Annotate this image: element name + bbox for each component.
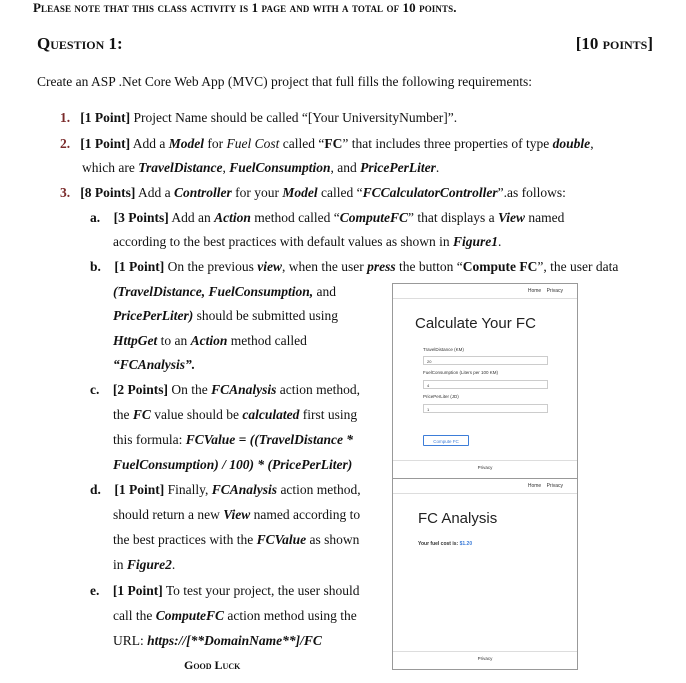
- text: action method using the: [224, 608, 357, 623]
- footer-divider: [393, 651, 577, 652]
- url-text: https://[**DomainName**]/FC: [147, 633, 322, 648]
- fuel-consumption-input[interactable]: 4: [423, 380, 548, 389]
- item-c-line-2: [113, 407, 357, 423]
- text: FC: [132, 407, 151, 422]
- item-number: a.: [90, 210, 101, 225]
- nav-home-link[interactable]: Home: [527, 288, 542, 294]
- text: Add a: [135, 185, 174, 200]
- text: in: [113, 557, 127, 572]
- text: .: [435, 160, 440, 175]
- text: and: [313, 284, 337, 299]
- text: first using: [299, 407, 358, 422]
- figure-1-screenshot: [392, 283, 578, 483]
- item-d-line-3: [113, 532, 359, 548]
- text: action method,: [276, 382, 361, 397]
- text: the button “: [395, 259, 463, 274]
- text: double: [552, 136, 591, 151]
- item-points: [1 Point]: [114, 482, 165, 497]
- text: On the previous: [164, 259, 258, 274]
- page-title: Calculate Your FC: [415, 315, 536, 332]
- text: ,: [222, 160, 230, 175]
- item-e-line-2: [113, 608, 357, 624]
- text: for: [204, 136, 227, 151]
- good-luck: Good Luck: [184, 658, 241, 672]
- text: Add an: [168, 210, 215, 225]
- text: , when the user: [282, 259, 368, 274]
- text: URL:: [113, 633, 148, 648]
- text: press: [367, 259, 396, 274]
- page-title: FC Analysis: [418, 510, 498, 527]
- text: FC: [324, 136, 343, 151]
- nav-privacy-link[interactable]: Privacy: [546, 483, 563, 489]
- text: as shown: [306, 532, 360, 547]
- item-3: [60, 185, 566, 201]
- text: FuelConsumption: [229, 160, 331, 175]
- text: PricePerLiter: [360, 160, 436, 175]
- text: On the: [168, 382, 212, 397]
- text: ComputeFC: [339, 210, 408, 225]
- nav-privacy-link[interactable]: Privacy: [546, 288, 563, 294]
- item-c-line-3: [113, 432, 353, 448]
- text: the: [113, 407, 133, 422]
- text: Figure2: [126, 557, 172, 572]
- figure-2-screenshot: [392, 478, 578, 670]
- item-b-line-5: [113, 357, 195, 373]
- item-c-line-4: [113, 457, 352, 473]
- item-b-line-2: [113, 284, 336, 300]
- text: PricePerLiter): [113, 308, 194, 323]
- text: Finally,: [164, 482, 212, 497]
- footer-divider: [393, 460, 577, 461]
- text: Action: [190, 333, 228, 348]
- text: method called “: [250, 210, 340, 225]
- fuel-cost-value: $1.20: [459, 541, 473, 547]
- text: , and: [330, 160, 361, 175]
- item-number: c.: [90, 382, 100, 397]
- price-per-liter-input[interactable]: 1: [423, 404, 548, 413]
- text: the best practices with the: [113, 532, 257, 547]
- text: “FCAnalysis”.: [113, 357, 196, 372]
- text: Model: [282, 185, 318, 200]
- text: Add a: [130, 136, 169, 151]
- item-points: [2 Points]: [112, 382, 168, 397]
- text: view: [257, 259, 282, 274]
- footer-privacy-link[interactable]: Privacy: [477, 656, 493, 661]
- text: should return a new: [113, 507, 224, 522]
- text: Figure1: [453, 234, 499, 249]
- text: which are: [82, 160, 139, 175]
- text: Model: [168, 136, 204, 151]
- text: Action: [214, 210, 251, 225]
- fuel-consumption-label: FuelConsumption (Liters per 100 KM): [423, 370, 499, 375]
- item-number: e.: [90, 583, 100, 598]
- text: named according to: [250, 507, 361, 522]
- item-2-line-2: [82, 160, 439, 176]
- item-points: [3 Points]: [113, 210, 169, 225]
- nav-home-link[interactable]: Home: [527, 483, 542, 489]
- text: FCCalculatorController: [362, 185, 498, 200]
- text: ”.as follows:: [497, 185, 566, 200]
- text: calculated: [242, 407, 300, 422]
- item-d: [90, 482, 361, 498]
- item-a: [90, 210, 564, 226]
- text: action method,: [277, 482, 361, 497]
- item-points: [1 Point]: [80, 136, 131, 151]
- item-points: [1 Point]: [80, 110, 131, 125]
- text: ,: [590, 136, 594, 151]
- text: Controller: [174, 185, 232, 200]
- item-c: [90, 382, 360, 398]
- text: according to the best practices with default values as shown in: [113, 234, 454, 249]
- text: should be submitted using: [193, 308, 338, 323]
- nav-bar: [393, 479, 577, 494]
- text: FCAnalysis: [211, 482, 278, 497]
- item-e-line-3: [113, 633, 322, 649]
- text: .: [171, 557, 176, 572]
- item-points: [1 Point]: [114, 259, 165, 274]
- text: FCValue = ((TravelDistance *: [185, 432, 354, 447]
- item-number: 1.: [60, 110, 71, 125]
- item-text: Project Name should be called “[Your UniversityNumber]”.: [130, 110, 458, 125]
- item-2: [60, 136, 594, 152]
- text: for your: [231, 185, 283, 200]
- text: FCValue: [256, 532, 307, 547]
- text: HttpGet: [113, 333, 158, 348]
- text: To test your project, the user should: [162, 583, 360, 598]
- text: View: [223, 507, 251, 522]
- item-number: b.: [90, 259, 101, 274]
- fuel-cost-result: [418, 541, 472, 547]
- item-points: [1 Point]: [112, 583, 163, 598]
- text: call the: [113, 608, 156, 623]
- text: value should be: [150, 407, 243, 422]
- text: FCAnalysis: [211, 382, 277, 397]
- text: to an: [157, 333, 191, 348]
- text: .: [498, 234, 502, 249]
- item-number: d.: [90, 482, 101, 497]
- text: named: [525, 210, 565, 225]
- item-b-line-3: [113, 308, 338, 324]
- text: FuelConsumption) / 100) * (PricePerLiter): [113, 457, 353, 472]
- travel-distance-label: TravelDistance (KM): [423, 347, 464, 352]
- item-d-line-4: [113, 557, 175, 573]
- class-notice: Please note that this class activity is 1 page and with a total of 10 points.: [33, 0, 457, 15]
- item-b-line-4: [113, 333, 307, 349]
- text: called “: [279, 136, 325, 151]
- item-number: 3.: [60, 185, 71, 200]
- item-1: [60, 110, 457, 126]
- text: ” that includes three properties of type: [342, 136, 553, 151]
- text: ComputeFC: [155, 608, 224, 623]
- question-title: Question 1:: [37, 34, 123, 53]
- footer-privacy-link[interactable]: Privacy: [477, 465, 493, 470]
- item-a-line-2: [113, 234, 501, 250]
- text: this formula:: [113, 432, 186, 447]
- item-number: 2.: [60, 136, 71, 151]
- text: Compute FC: [462, 259, 538, 274]
- price-per-liter-label: PricePerLiter (JD): [423, 394, 459, 399]
- text: ” that displays a: [408, 210, 498, 225]
- text: (TravelDistance, FuelConsumption,: [113, 284, 314, 299]
- text: Fuel Cost: [226, 136, 280, 151]
- fuel-cost-label: Your fuel cost is:: [418, 541, 459, 547]
- compute-fc-button[interactable]: Compute FC: [423, 435, 469, 446]
- text: ”, the user data: [537, 259, 619, 274]
- text: TravelDistance: [138, 160, 223, 175]
- question-points: [10 points]: [575, 34, 653, 53]
- item-e: [90, 583, 360, 599]
- item-d-line-2: [113, 507, 360, 523]
- nav-bar: [393, 284, 577, 299]
- text: method called: [227, 333, 307, 348]
- item-b: [90, 259, 618, 275]
- item-points: [8 Points]: [80, 185, 136, 200]
- travel-distance-input[interactable]: 20: [423, 356, 548, 365]
- text: View: [497, 210, 525, 225]
- text: called “: [317, 185, 363, 200]
- intro-text: Create an ASP .Net Core Web App (MVC) project that full fills the following requirements:: [37, 74, 532, 89]
